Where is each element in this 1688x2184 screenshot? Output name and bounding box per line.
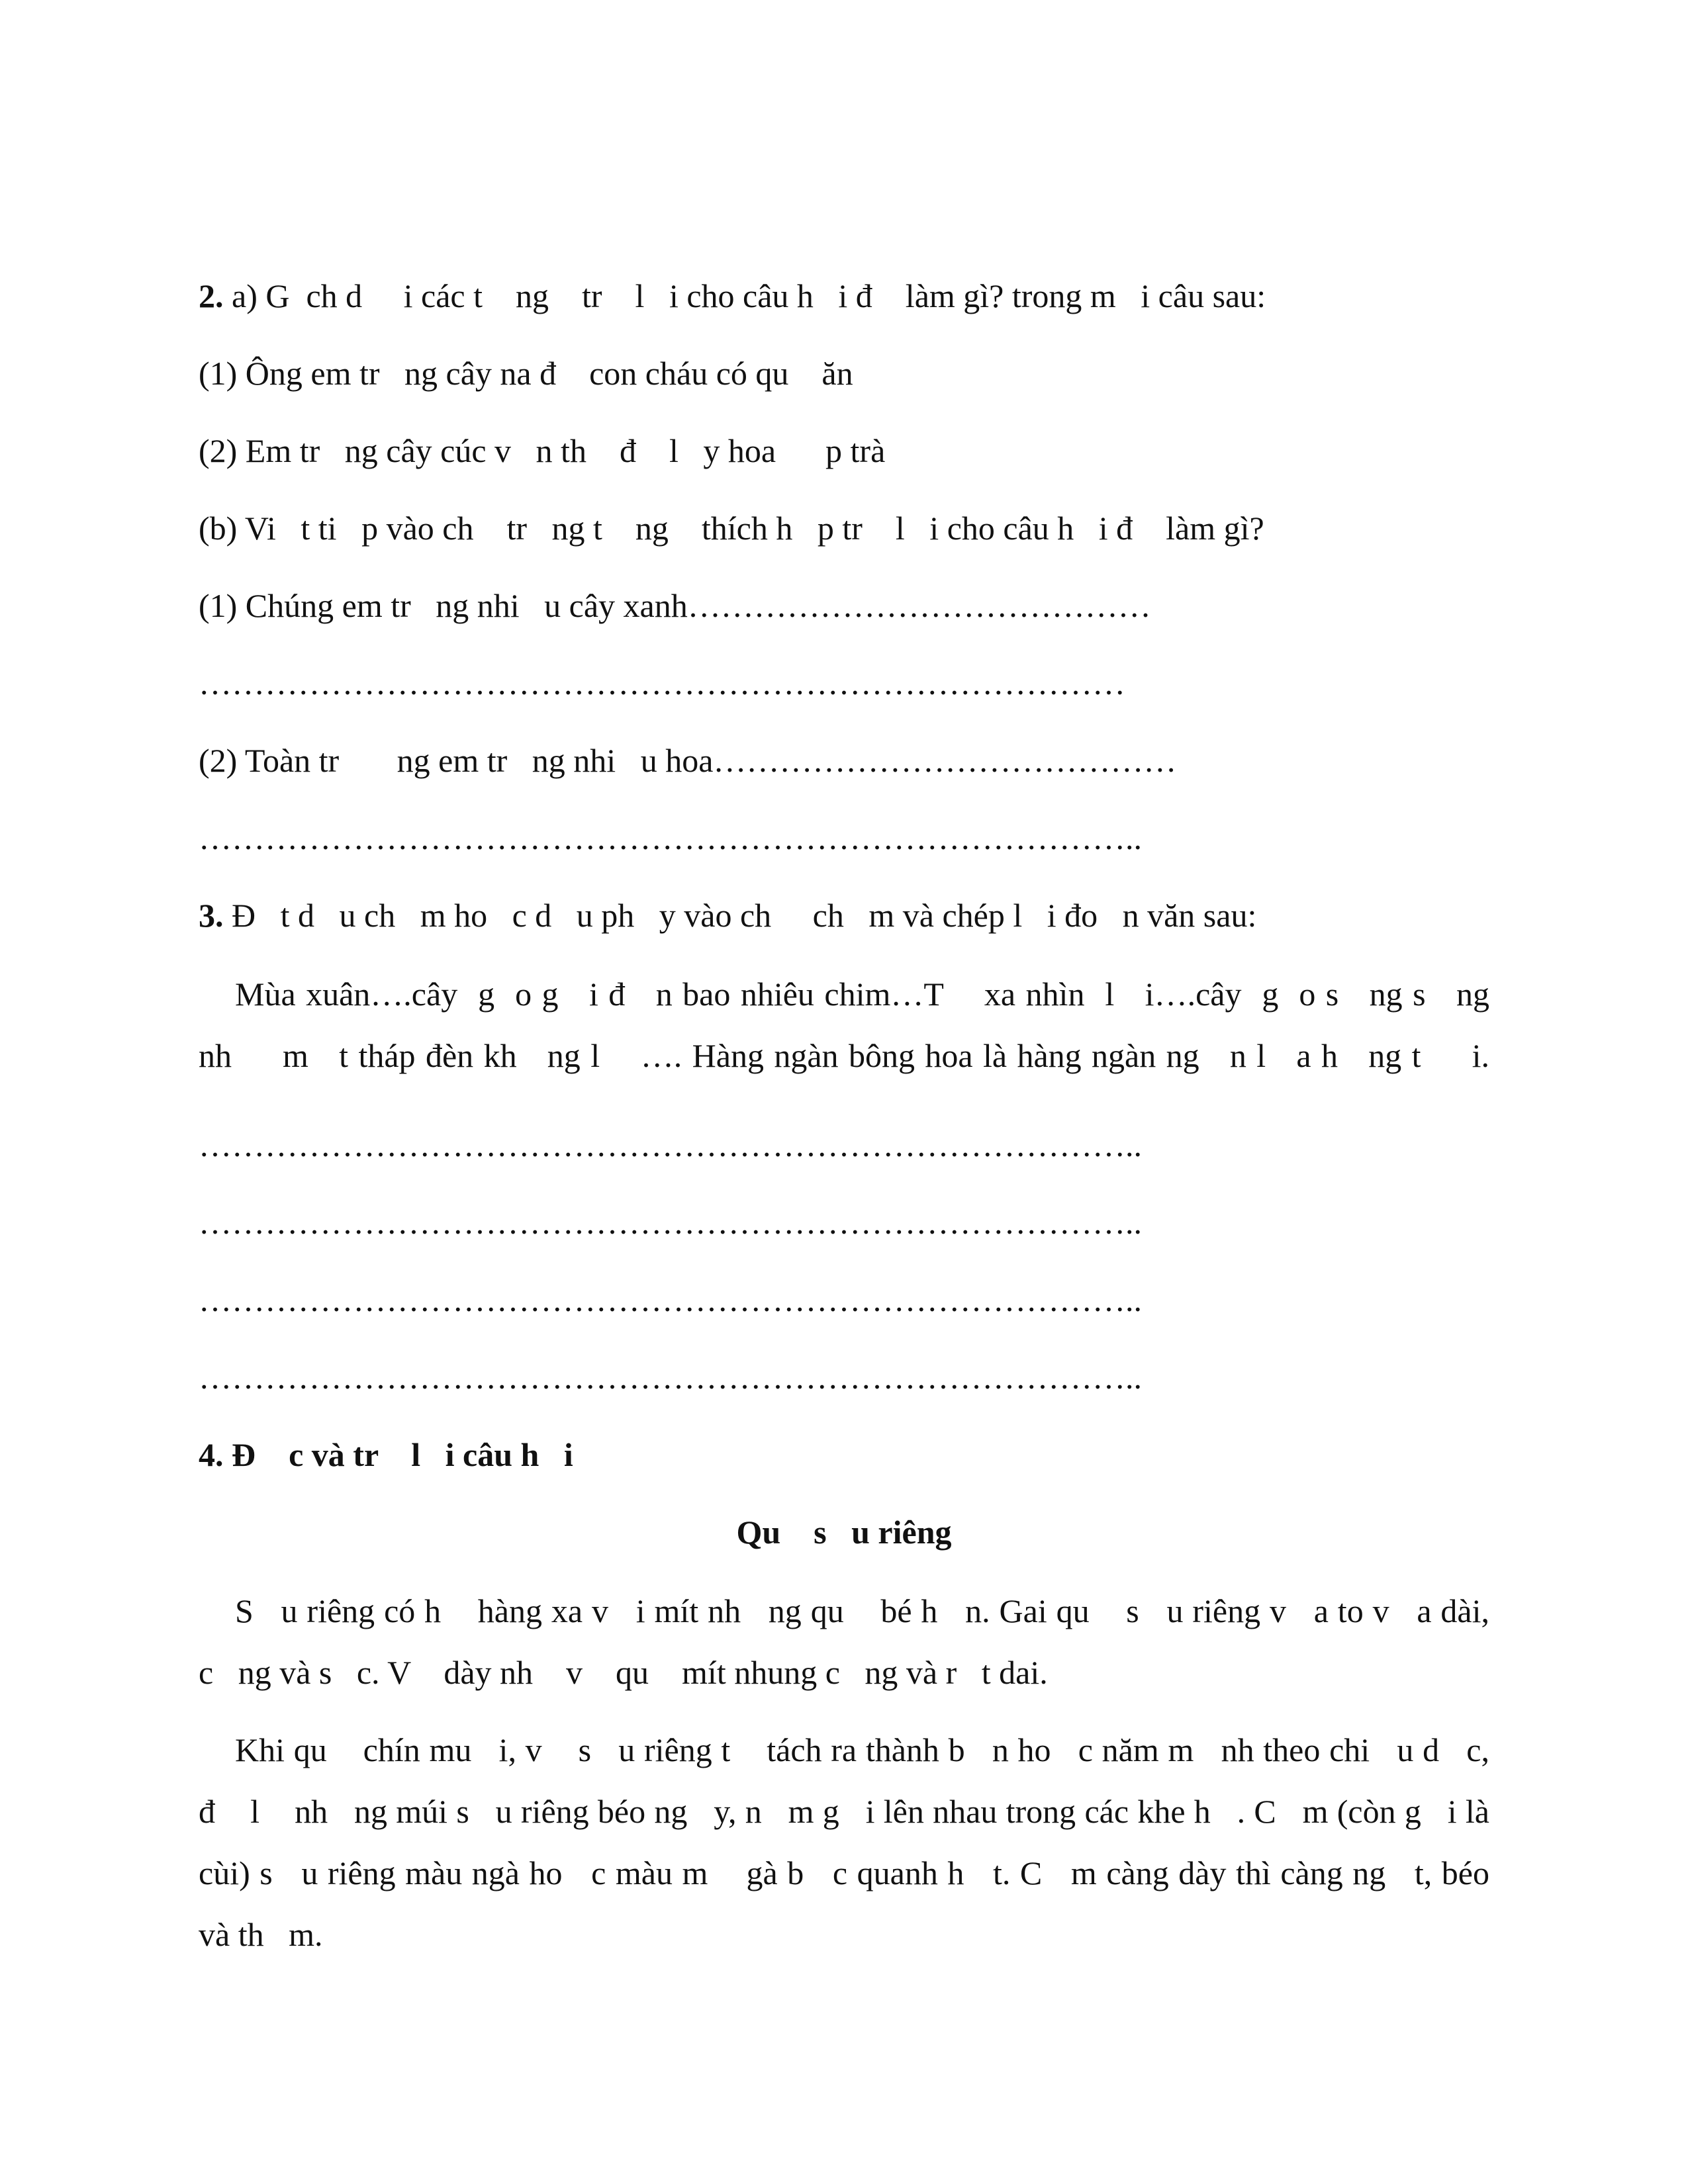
q3-paragraph-line-1: Mùa xuân….cây g o g i đ n bao nhiêu chim…T xa nhìn l i….cây g o s ng s ng xyxy=(235,976,1489,1013)
q3-paragraph-line-2: nh m t tháp đèn kh ng l …. Hàng ngàn bông hoa là hàng ngàn ng n l a h ng t i. xyxy=(199,1037,1489,1074)
q4-p2-line-2: đ l nh ng múi s u riêng béo ng y, n m g i lên nhau trong các khe h . C m (còn g i là xyxy=(199,1793,1489,1830)
q4-p2-line-1: Khi qu chín mu i, v s u riêng t tách ra thành b n ho c năm m nh theo chi u d c, xyxy=(235,1731,1489,1768)
q3-answer-line-1: ………………………………………………………………………….. xyxy=(199,1126,1142,1163)
q3-answer-line-4: ………………………………………………………………………….. xyxy=(199,1359,1142,1396)
q3-number: 3. xyxy=(199,897,224,934)
q2-b2: (2) Toàn tr ng em tr ng nhi u hoa…………………………………… xyxy=(199,742,1177,779)
q2-line-a xyxy=(199,276,1266,316)
q3-text: Đ t d u ch m ho c d u ph y vào ch ch m và chép l i đo n văn sau: xyxy=(223,897,1257,934)
q4-heading: 4. Đ c và tr l i câu h i xyxy=(199,1436,573,1473)
q2-b-text: (b) Vi t ti p vào ch tr ng t ng thích h p tr l i cho câu h i đ làm gì? xyxy=(199,510,1264,547)
q4-passage-title: Qu s u riêng xyxy=(736,1514,952,1551)
q2-a-text: a) G ch d i các t ng tr l i cho câu h i đ làm gì? trong m i câu sau: xyxy=(223,277,1266,314)
q2-b1: (1) Chúng em tr ng nhi u cây xanh…………………………………… xyxy=(199,587,1151,624)
q3-line xyxy=(199,895,1256,935)
q2-b1-answer-line: ………………………………………………………………………… xyxy=(199,664,1125,702)
q3-answer-line-3: ………………………………………………………………………….. xyxy=(199,1281,1142,1318)
q2-number: 2. xyxy=(199,277,224,314)
q4-p1-line-1: S u riêng có h hàng xa v i mít nh ng qu bé h n. Gai qu s u riêng v a to v a dài, xyxy=(235,1592,1489,1629)
q2-a2: (2) Em tr ng cây cúc v n th đ l y hoa p trà xyxy=(199,432,886,469)
q4-p1-line-2: c ng và s c. V dày nh v qu mít nhung c ng và r t dai. xyxy=(199,1654,1048,1691)
q4-p2-line-3: cùi) s u riêng màu ngà ho c màu m gà b c quanh h t. C m càng dày thì càng ng t, béo xyxy=(199,1854,1489,1891)
q3-answer-line-2: ………………………………………………………………………….. xyxy=(199,1204,1142,1241)
q2-a1: (1) Ông em tr ng cây na đ con cháu có qu ăn xyxy=(199,355,853,392)
q2-b2-answer-line: ………………………………………………………………………….. xyxy=(199,819,1142,856)
q4-p2-line-4: và th m. xyxy=(199,1916,323,1953)
